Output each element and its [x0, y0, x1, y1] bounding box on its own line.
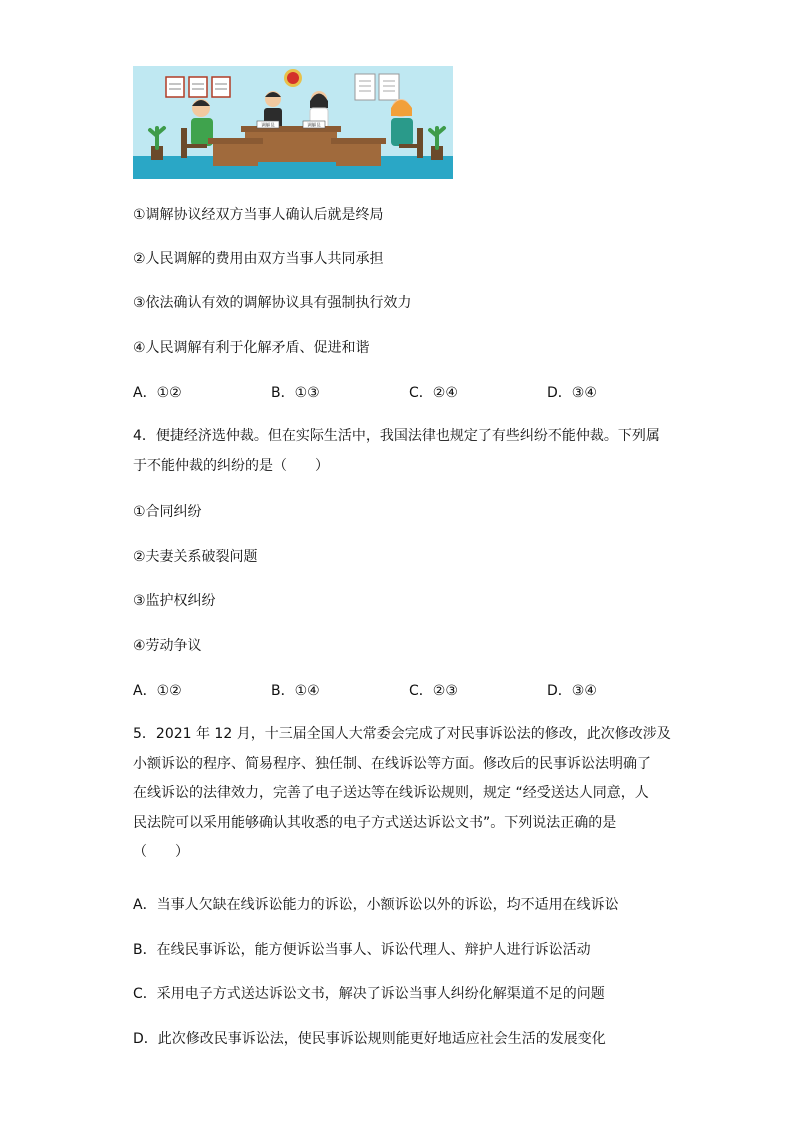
q3-option-d[interactable]: D．③④	[547, 385, 597, 401]
q4-stem-line-2: 于不能仲裁的纠纷的是（ ）	[133, 457, 329, 474]
q4-stem	[133, 422, 663, 481]
q3-statement-2: ②人民调解的费用由双方当事人共同承担	[133, 251, 384, 267]
desk-sign-right: 调解员	[307, 123, 321, 129]
q4-statement-1: ①合同纠纷	[133, 504, 202, 520]
desk-sign-left: 调解员	[261, 123, 275, 129]
q3-statement-3: ③依法确认有效的调解协议具有强制执行效力	[133, 295, 412, 311]
q5-stem-line-4: 民法院可以采用能够确认其收悉的电子方式送达诉讼文书”。下列说法正确的是	[133, 814, 617, 831]
q5-stem-line-2: 小额诉讼的程序、简易程序、独任制、在线诉讼等方面。修改后的民事诉讼法明确了	[133, 755, 651, 772]
q5-stem-line-5: （ ）	[133, 844, 189, 860]
q5-option-c[interactable]: C．采用电子方式送达诉讼文书，解决了诉讼当事人纠纷化解渠道不足的问题	[133, 986, 605, 1002]
q4-statement-3: ③监护权纠纷	[133, 593, 216, 609]
q3-option-c[interactable]: C．②④	[409, 385, 458, 401]
mediation-illustration	[133, 66, 453, 179]
q5-stem-line-3: 在线诉讼的法律效力，完善了电子送达等在线诉讼规则，规定 “经受送达人同意，人	[133, 785, 649, 801]
q5-option-a[interactable]: A．当事人欠缺在线诉讼能力的诉讼，小额诉讼以外的诉讼，均不适用在线诉讼	[133, 897, 619, 913]
q3-option-b[interactable]: B．①③	[271, 385, 320, 401]
q4-option-a[interactable]: A．①②	[133, 683, 182, 699]
q4-statement-4: ④劳动争议	[133, 638, 202, 654]
q3-option-a[interactable]: A．①②	[133, 385, 182, 401]
q3-statement-4: ④人民调解有利于化解矛盾、促进和谐	[133, 340, 370, 356]
q3-statement-1: ①调解协议经双方当事人确认后就是终局	[133, 207, 384, 223]
q5-option-d[interactable]: D．此次修改民事诉讼法，使民事诉讼规则能更好地适应社会生活的发展变化	[133, 1031, 606, 1047]
q5-stem	[133, 720, 671, 868]
q4-option-c[interactable]: C．②③	[409, 683, 458, 699]
q4-option-b[interactable]: B．①④	[271, 683, 320, 699]
q4-option-d[interactable]: D．③④	[547, 683, 597, 699]
q5-option-b[interactable]: B．在线民事诉讼，能方便诉讼当事人、诉讼代理人、辩护人进行诉讼活动	[133, 942, 591, 958]
q4-statement-2: ②夫妻关系破裂问题	[133, 549, 258, 565]
q4-stem-line-1: 4．便捷经济选仲裁。但在实际生活中，我国法律也规定了有些纠纷不能仲裁。下列属	[133, 428, 660, 444]
q5-stem-line-1: 5．2021 年 12 月，十三届全国人大常委会完成了对民事诉讼法的修改，此次修改涉及	[133, 726, 671, 742]
